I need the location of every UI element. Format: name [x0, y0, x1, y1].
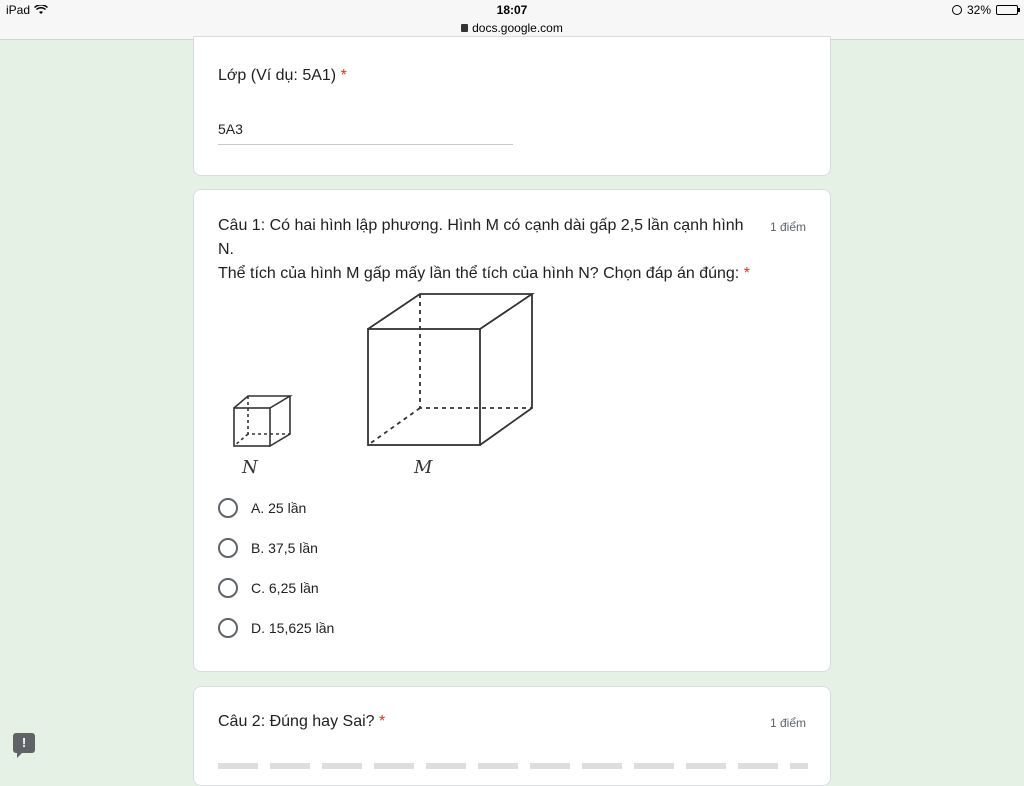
question1-points: 1 điểm: [769, 220, 806, 234]
question1-line1: Câu 1: Có hai hình lập phương. Hình M có cạnh dài gấp 2,5 lần cạnh hình N.: [218, 217, 744, 258]
class-label: Lớp (Ví dụ: 5A1): [218, 67, 337, 84]
class-question-card: [193, 36, 831, 176]
device-name: iPad: [6, 3, 31, 17]
required-mark: *: [379, 713, 386, 730]
cube-n-image: [234, 396, 290, 446]
option-d[interactable]: [218, 616, 334, 640]
clock: 18:07: [496, 3, 528, 17]
question1-line2: Thể tích của hình M gấp mấy lần thể tích của hình N? Chọn đáp án đúng:: [218, 265, 740, 282]
battery-icon: [996, 5, 1018, 15]
url-text: docs.google.com: [472, 21, 563, 35]
status-right: [952, 3, 1018, 17]
option-a-label: A. 25 lần: [251, 500, 307, 516]
required-mark: *: [340, 67, 347, 84]
address-bar[interactable]: [0, 21, 1024, 35]
option-a[interactable]: [218, 496, 306, 520]
radio-button[interactable]: [218, 618, 238, 638]
radio-button[interactable]: [218, 578, 238, 598]
option-b-label: B. 37,5 lần: [251, 540, 318, 556]
question2-points: 1 điểm: [769, 716, 806, 730]
option-c-label: C. 6,25 lần: [251, 580, 319, 596]
option-d-label: D. 15,625 lần: [251, 620, 335, 636]
option-c[interactable]: [218, 576, 319, 600]
radio-button[interactable]: [218, 538, 238, 558]
question2-card: [193, 686, 831, 786]
feedback-icon[interactable]: !: [13, 733, 35, 753]
radio-button[interactable]: [218, 498, 238, 518]
question2-cutoff-text: [218, 763, 808, 769]
class-answer-input[interactable]: 5A3: [218, 117, 513, 145]
status-bar: [0, 0, 1024, 40]
question2-title: [218, 710, 385, 734]
cube-m-image: [368, 294, 532, 445]
battery-percent: 32%: [966, 3, 991, 17]
cube-m-label: M: [414, 457, 433, 478]
question1-card: [193, 189, 831, 672]
question2-title-text: Câu 2: Đúng hay Sai?: [218, 713, 375, 730]
required-mark: *: [743, 265, 750, 282]
lock-icon: [461, 24, 468, 32]
class-question-title: [218, 64, 347, 88]
option-b[interactable]: [218, 536, 318, 560]
question1-title: [218, 214, 763, 286]
cube-n-label: N: [242, 457, 258, 478]
rotation-lock-icon: [952, 5, 962, 15]
cubes-figure: [224, 288, 544, 488]
